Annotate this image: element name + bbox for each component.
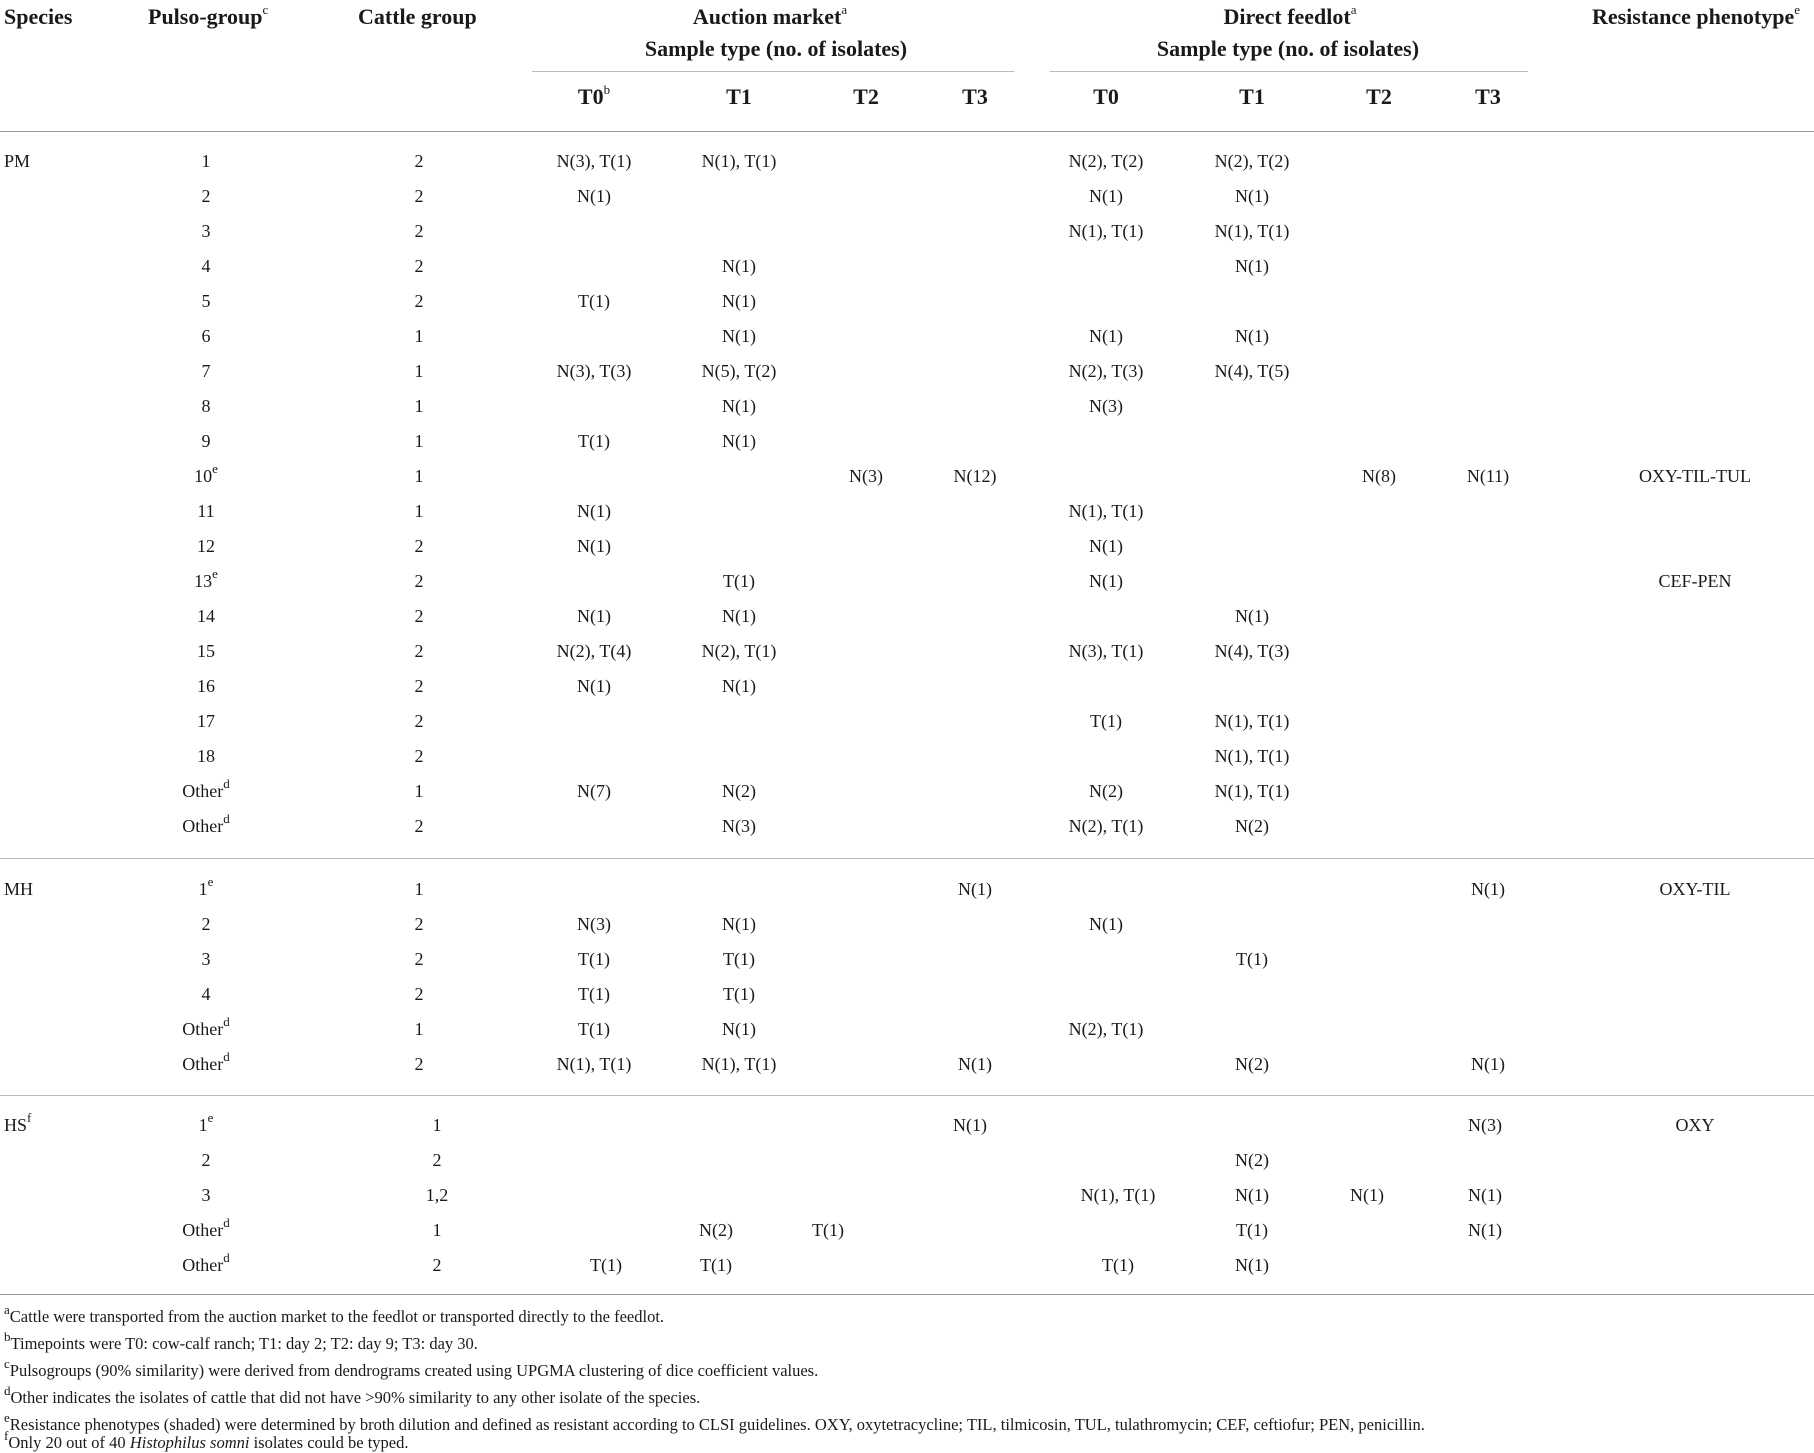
auction-t1-cell: N(2) xyxy=(722,781,756,801)
feedlot-t1-cell: N(1) xyxy=(1235,606,1269,626)
cattle-group-cell: 1 xyxy=(414,431,424,451)
pulso-group-cell: 3 xyxy=(201,949,211,969)
feedlot-t0-cell: N(1) xyxy=(1089,536,1123,556)
resistance-phenotype-cell: OXY xyxy=(1675,1115,1715,1135)
footnote-b: $^b$Timepoints were T0: cow-calf ranch; T1: day 2; T2: day 9; T3: day 30. xyxy=(4,1328,478,1353)
cattle-group-cell: 2 xyxy=(414,256,424,276)
feedlot-t0-cell: N(1) xyxy=(1089,914,1123,934)
cattle-group-cell: 2 xyxy=(414,536,424,556)
cattle-group-cell: 2 xyxy=(414,221,424,241)
auction-t1-cell: N(5), T(2) xyxy=(701,361,777,381)
auction-t1-cell: N(2) xyxy=(699,1220,733,1240)
auction-t1-cell: N(1) xyxy=(722,326,756,346)
feedlot-t1-cell: T(1) xyxy=(1236,949,1268,969)
header-df-t1: T1 xyxy=(1239,84,1265,109)
auction-t0-cell: N(1) xyxy=(577,536,611,556)
footnote-a: $^a$Cattle were transported from the auction market to the feedlot or transported directly to the feedlot. xyxy=(4,1301,665,1326)
cattle-group-cell: 2 xyxy=(414,676,424,696)
resistance-phenotype-cell: OXY-TIL xyxy=(1659,879,1731,899)
header-df-t0: T0 xyxy=(1093,84,1119,109)
pulso-group-cell: 1 xyxy=(201,151,211,171)
auction-t1-cell: N(1) xyxy=(722,914,756,934)
cattle-group-cell: 2 xyxy=(414,711,424,731)
cattle-group-cell: 2 xyxy=(414,949,424,969)
feedlot-t1-cell: N(1), T(1) xyxy=(1214,746,1290,766)
auction-t0-cell: N(7) xyxy=(577,781,611,801)
auction-t1-cell: T(1) xyxy=(700,1255,732,1275)
resistance-phenotype-cell: OXY-TIL-TUL xyxy=(1639,466,1751,486)
cattle-group-cell: 1 xyxy=(414,466,424,486)
auction-t2-cell: N(3) xyxy=(849,466,883,486)
header-am-t2: T2 xyxy=(853,84,879,109)
pulso-group-cell: Other$^d$ xyxy=(182,1250,230,1275)
pulso-group-cell: 11 xyxy=(197,501,215,521)
header-df-t3: T3 xyxy=(1475,84,1501,109)
cattle-group-cell: 2 xyxy=(414,816,424,836)
cattle-group-cell: 1,2 xyxy=(425,1185,449,1205)
feedlot-t0-cell: T(1) xyxy=(1090,711,1122,731)
feedlot-t0-cell: T(1) xyxy=(1102,1255,1134,1275)
cattle-group-cell: 2 xyxy=(414,151,424,171)
pulso-group-cell: Other$^d$ xyxy=(182,1049,230,1074)
feedlot-t1-cell: N(2) xyxy=(1235,1054,1269,1074)
feedlot-t0-cell: N(1) xyxy=(1089,326,1123,346)
cattle-group-cell: 1 xyxy=(414,1019,424,1039)
auction-t0-cell: N(1) xyxy=(577,186,611,206)
pulso-group-cell: 13e xyxy=(194,566,218,591)
cattle-group-cell: 2 xyxy=(414,641,424,661)
auction-t1-cell: N(1), T(1) xyxy=(701,1054,777,1074)
pulso-group-cell: 9 xyxy=(201,431,211,451)
feedlot-t3-cell: N(1) xyxy=(1468,1220,1502,1240)
auction-t0-cell: N(3), T(3) xyxy=(556,361,632,381)
cattle-group-cell: 1 xyxy=(432,1115,442,1135)
cattle-group-cell: 2 xyxy=(432,1150,442,1170)
feedlot-t1-cell: N(4), T(5) xyxy=(1214,361,1290,381)
auction-t1-cell: T(1) xyxy=(723,949,755,969)
auction-t1-cell: N(3) xyxy=(722,816,756,836)
pulso-group-cell: 18 xyxy=(197,746,215,766)
cattle-group-cell: 1 xyxy=(414,781,424,801)
auction-t0-cell: T(1) xyxy=(590,1255,622,1275)
feedlot-t0-cell: N(3), T(1) xyxy=(1068,641,1144,661)
pulso-group-cell: 10e xyxy=(194,461,218,486)
pulso-group-cell: 2 xyxy=(201,1150,211,1170)
auction-t0-cell: N(3), T(1) xyxy=(556,151,632,171)
header-am-t1: T1 xyxy=(726,84,752,109)
pulso-group-cell: 2 xyxy=(201,914,211,934)
pulso-group-cell: Other$^d$ xyxy=(182,811,230,836)
auction-t3-cell: N(12) xyxy=(953,466,997,486)
resistance-phenotype-cell: CEF-PEN xyxy=(1658,571,1732,591)
auction-t1-cell: T(1) xyxy=(723,984,755,1004)
feedlot-t1-cell: N(1), T(1) xyxy=(1214,781,1290,801)
feedlot-t3-cell: N(11) xyxy=(1466,466,1510,486)
feedlot-t1-cell: N(4), T(3) xyxy=(1214,641,1290,661)
feedlot-t0-cell: N(1), T(1) xyxy=(1080,1185,1156,1205)
pulso-group-cell: 15 xyxy=(197,641,215,661)
feedlot-t0-cell: N(1), T(1) xyxy=(1068,221,1144,241)
auction-t0-cell: T(1) xyxy=(578,1019,610,1039)
pulso-group-cell: 4 xyxy=(201,256,211,276)
pulso-group-cell: 2 xyxy=(201,186,211,206)
species-cell: MH xyxy=(4,879,34,899)
header-auction-market: Auction market$^a$ xyxy=(692,1,848,29)
auction-t1-cell: T(1) xyxy=(723,571,755,591)
direct-feedlot-rule xyxy=(1050,71,1528,72)
header-species: Species xyxy=(4,4,73,29)
pulso-group-cell: Other$^d$ xyxy=(182,1014,230,1039)
cattle-group-cell: 1 xyxy=(414,396,424,416)
cattle-group-cell: 2 xyxy=(414,291,424,311)
header-resistance-phenotype: Resistance phenotype$^e$ xyxy=(1591,1,1800,29)
feedlot-t0-cell: N(2), T(1) xyxy=(1068,1019,1144,1039)
footnote-e: $^e$Resistance phenotypes (shaded) were determined by broth dilution and defined as resistant according to CLSI guidelines. OXY, oxytetracycline; TIL, tilmicosin, TUL, tulathromycin; CEF, ceftiofur; PEN, penicillin. xyxy=(4,1409,1425,1434)
species-separator-rule xyxy=(0,858,1814,859)
feedlot-t1-cell: N(1) xyxy=(1235,256,1269,276)
auction-t0-cell: T(1) xyxy=(578,984,610,1004)
auction-t0-cell: N(2), T(4) xyxy=(556,641,632,661)
auction-t0-cell: T(1) xyxy=(578,431,610,451)
header-bottom-rule xyxy=(0,131,1814,132)
pulso-group-cell: 3 xyxy=(201,1185,211,1205)
auction-t1-cell: N(1) xyxy=(722,291,756,311)
auction-t1-cell: N(1) xyxy=(722,431,756,451)
cattle-group-cell: 2 xyxy=(414,984,424,1004)
pulso-group-cell: Other$^d$ xyxy=(182,776,230,801)
cattle-group-cell: 1 xyxy=(414,361,424,381)
pulso-group-cell: 7 xyxy=(201,361,211,381)
pulso-group-cell: 14 xyxy=(197,606,215,626)
feedlot-t1-cell: N(1), T(1) xyxy=(1214,711,1290,731)
auction-t0-cell: N(3) xyxy=(577,914,611,934)
feedlot-t2-cell: N(1) xyxy=(1350,1185,1384,1205)
feedlot-t1-cell: N(2), T(2) xyxy=(1214,151,1290,171)
pulso-group-cell: 12 xyxy=(197,536,215,556)
auction-t2-cell: T(1) xyxy=(812,1220,844,1240)
pulso-group-cell: 17 xyxy=(197,711,215,731)
cattle-group-cell: 2 xyxy=(414,186,424,206)
cattle-group-cell: 1 xyxy=(414,326,424,346)
feedlot-t3-cell: N(1) xyxy=(1468,1185,1502,1205)
feedlot-t0-cell: N(1) xyxy=(1089,571,1123,591)
feedlot-t1-cell: N(2) xyxy=(1235,1150,1269,1170)
feedlot-t0-cell: N(1) xyxy=(1089,186,1123,206)
species-separator-rule xyxy=(0,1095,1814,1096)
auction-t1-cell: N(1) xyxy=(722,606,756,626)
header-am-t0: T0$^b$ xyxy=(577,81,611,109)
header-pulso-group: Pulso-group$^c$ xyxy=(148,1,269,29)
species-cell: $HS^f$ xyxy=(4,1110,32,1135)
pulso-group-cell: 3 xyxy=(201,221,211,241)
footnote-f: $^f$Only 20 out of 40 Histophilus somni isolates could be typed. xyxy=(4,1427,409,1452)
cattle-group-cell: 1 xyxy=(414,879,424,899)
feedlot-t3-cell: N(3) xyxy=(1468,1115,1502,1135)
header-auction-sample-type: Sample type (no. of isolates) xyxy=(644,36,908,61)
feedlot-t0-cell: N(2) xyxy=(1089,781,1123,801)
feedlot-t1-cell: N(1) xyxy=(1235,186,1269,206)
cattle-group-cell: 1 xyxy=(432,1220,442,1240)
cattle-group-cell: 2 xyxy=(414,914,424,934)
feedlot-t1-cell: N(1) xyxy=(1235,326,1269,346)
header-cattle-group: Cattle group xyxy=(358,4,477,29)
header-am-t3: T3 xyxy=(962,84,988,109)
pulso-group-cell: 1e xyxy=(198,1110,214,1135)
auction-t1-cell: N(1) xyxy=(722,256,756,276)
feedlot-t0-cell: N(2), T(2) xyxy=(1068,151,1144,171)
pulso-group-cell: 16 xyxy=(197,676,215,696)
auction-t1-cell: N(1) xyxy=(722,396,756,416)
auction-t3-cell: N(1) xyxy=(958,879,992,899)
cattle-group-cell: 2 xyxy=(414,1054,424,1074)
feedlot-t1-cell: N(1), T(1) xyxy=(1214,221,1290,241)
feedlot-t1-cell: T(1) xyxy=(1236,1220,1268,1240)
auction-t1-cell: N(1), T(1) xyxy=(701,151,777,171)
feedlot-t2-cell: N(8) xyxy=(1362,466,1396,486)
auction-t3-cell: N(1) xyxy=(953,1115,987,1135)
auction-t0-cell: T(1) xyxy=(578,291,610,311)
auction-market-rule xyxy=(532,71,1014,72)
cattle-group-cell: 2 xyxy=(414,606,424,626)
feedlot-t1-cell: N(1) xyxy=(1235,1255,1269,1275)
feedlot-t0-cell: N(2), T(1) xyxy=(1068,816,1144,836)
cattle-group-cell: 2 xyxy=(414,571,424,591)
pulso-group-cell: 8 xyxy=(201,396,211,416)
species-cell: PM xyxy=(4,151,31,171)
cattle-group-cell: 1 xyxy=(414,501,424,521)
cattle-group-cell: 2 xyxy=(432,1255,442,1275)
feedlot-t0-cell: N(3) xyxy=(1089,396,1123,416)
auction-t0-cell: N(1) xyxy=(577,676,611,696)
footnote-d: $^d$Other indicates the isolates of cattle that did not have >90% similarity to any other isolate of the species. xyxy=(4,1382,701,1407)
pulso-group-cell: 4 xyxy=(201,984,211,1004)
header-direct-feedlot: Direct feedlot$^a$ xyxy=(1223,1,1357,29)
cattle-group-cell: 2 xyxy=(414,746,424,766)
feedlot-t3-cell: N(1) xyxy=(1471,1054,1505,1074)
feedlot-t0-cell: N(1), T(1) xyxy=(1068,501,1144,521)
header-feedlot-sample-type: Sample type (no. of isolates) xyxy=(1156,36,1420,61)
footnote-c: $^c$Pulsogroups (90% similarity) were derived from dendrograms created using UPGMA clustering of dice coefficient values. xyxy=(4,1355,819,1380)
auction-t1-cell: N(1) xyxy=(722,1019,756,1039)
auction-t1-cell: N(2), T(1) xyxy=(701,641,777,661)
auction-t0-cell: N(1) xyxy=(577,501,611,521)
feedlot-t1-cell: N(2) xyxy=(1235,816,1269,836)
feedlot-t1-cell: N(1) xyxy=(1235,1185,1269,1205)
header-df-t2: T2 xyxy=(1366,84,1392,109)
feedlot-t0-cell: N(2), T(3) xyxy=(1068,361,1144,381)
pulso-group-cell: 1e xyxy=(198,874,214,899)
auction-t0-cell: N(1), T(1) xyxy=(556,1054,632,1074)
auction-t1-cell: N(1) xyxy=(722,676,756,696)
pulso-group-cell: 5 xyxy=(201,291,211,311)
feedlot-t3-cell: N(1) xyxy=(1471,879,1505,899)
pulso-group-cell: Other$^d$ xyxy=(182,1215,230,1240)
auction-t0-cell: N(1) xyxy=(577,606,611,626)
auction-t0-cell: T(1) xyxy=(578,949,610,969)
auction-t3-cell: N(1) xyxy=(958,1054,992,1074)
table-bottom-rule xyxy=(0,1294,1814,1295)
pulso-group-cell: 6 xyxy=(201,326,211,346)
